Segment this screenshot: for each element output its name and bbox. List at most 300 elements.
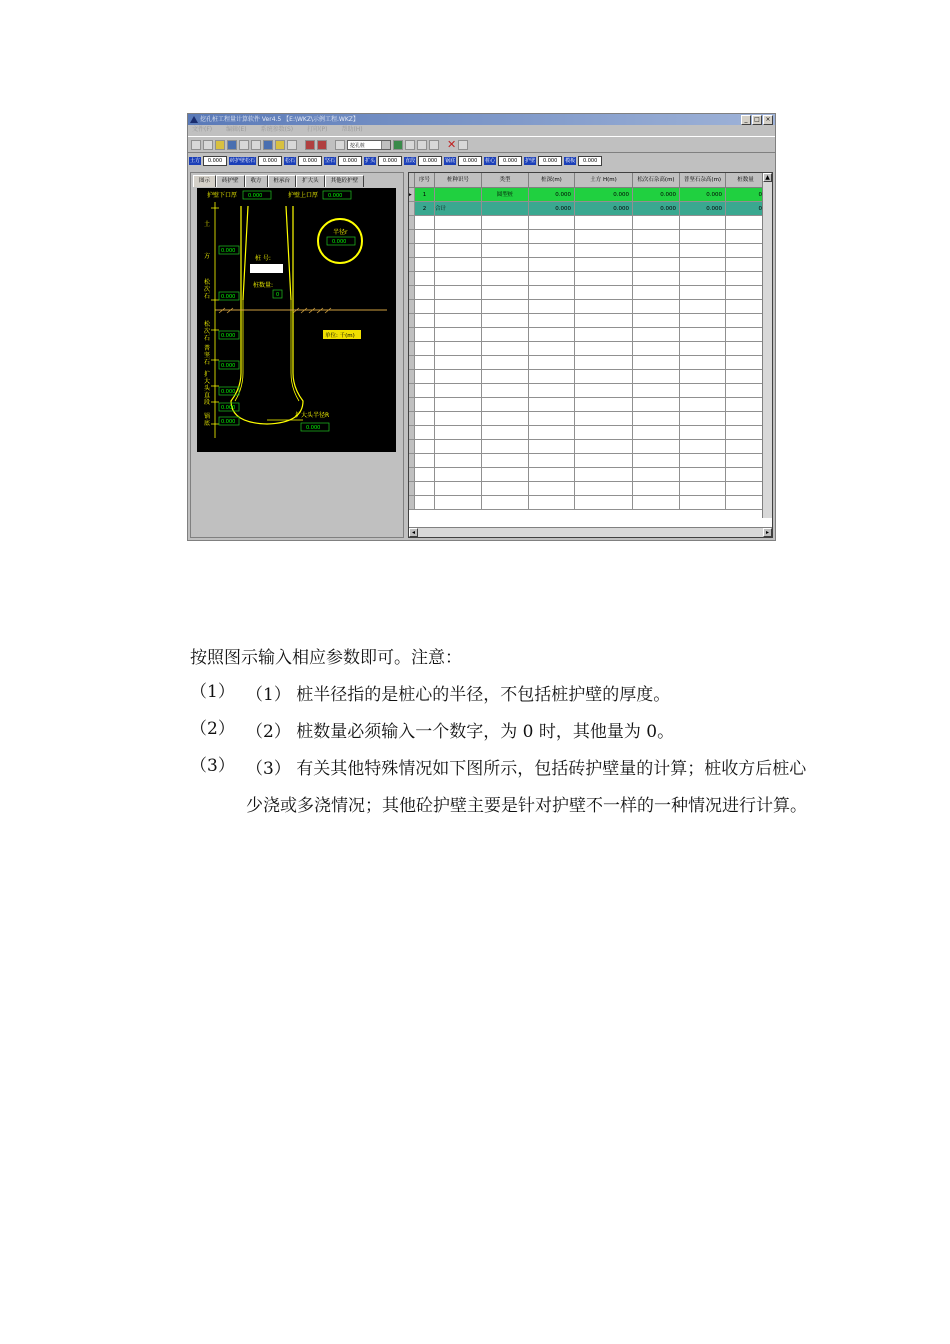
empty-cell[interactable]	[415, 272, 435, 286]
empty-cell[interactable]	[633, 216, 680, 230]
empty-cell[interactable]	[435, 244, 482, 258]
empty-cell[interactable]	[633, 412, 680, 426]
empty-cell[interactable]	[482, 426, 529, 440]
table-cell[interactable]: 0.000	[680, 202, 726, 216]
empty-cell[interactable]	[680, 216, 726, 230]
empty-cell[interactable]	[633, 244, 680, 258]
empty-cell[interactable]	[633, 272, 680, 286]
print-preview-icon[interactable]	[239, 140, 249, 150]
menu-print[interactable]: 打印(P)	[307, 126, 328, 133]
empty-cell[interactable]	[435, 216, 482, 230]
empty-cell[interactable]	[633, 356, 680, 370]
empty-table-row[interactable]	[409, 440, 766, 454]
empty-cell[interactable]	[680, 426, 726, 440]
empty-cell[interactable]	[435, 230, 482, 244]
table-cell[interactable]: 2	[415, 202, 435, 216]
menu-edit[interactable]: 编辑(E)	[226, 126, 247, 133]
empty-table-row[interactable]	[409, 482, 766, 496]
tab-enlarged-head[interactable]: 扩大头	[296, 175, 325, 187]
param-value[interactable]: 0.000	[338, 156, 362, 166]
empty-cell[interactable]	[680, 370, 726, 384]
param-value[interactable]: 0.000	[258, 156, 282, 166]
empty-cell[interactable]	[415, 230, 435, 244]
empty-table-row[interactable]	[409, 314, 766, 328]
scroll-left-icon[interactable]: ◂	[409, 528, 418, 537]
window-controls	[741, 115, 773, 125]
empty-cell[interactable]	[435, 412, 482, 426]
scroll-up-icon[interactable]: ▲	[763, 173, 772, 182]
param-value[interactable]: 0.000	[578, 156, 602, 166]
empty-cell[interactable]	[482, 230, 529, 244]
print-icon[interactable]	[251, 140, 261, 150]
empty-table-row[interactable]	[409, 356, 766, 370]
empty-cell[interactable]	[575, 370, 633, 384]
empty-cell[interactable]	[575, 412, 633, 426]
empty-cell[interactable]	[482, 384, 529, 398]
empty-cell[interactable]	[726, 412, 766, 426]
table-cell[interactable]: 合计	[435, 202, 482, 216]
side-value: 0.000	[221, 363, 236, 369]
empty-cell[interactable]	[435, 440, 482, 454]
close-button[interactable]: ×	[763, 115, 773, 125]
empty-cell[interactable]	[482, 314, 529, 328]
empty-table-row[interactable]	[409, 398, 766, 412]
maximize-button[interactable]: □	[752, 115, 762, 125]
empty-cell[interactable]	[435, 272, 482, 286]
empty-cell[interactable]	[482, 398, 529, 412]
empty-cell[interactable]	[726, 272, 766, 286]
empty-cell[interactable]	[575, 216, 633, 230]
empty-cell[interactable]	[575, 230, 633, 244]
empty-cell[interactable]	[435, 482, 482, 496]
delete-icon[interactable]: ✕	[447, 137, 457, 151]
empty-cell[interactable]	[435, 314, 482, 328]
empty-cell[interactable]	[680, 244, 726, 258]
empty-cell[interactable]	[575, 272, 633, 286]
empty-cell[interactable]	[633, 230, 680, 244]
empty-cell[interactable]	[680, 230, 726, 244]
empty-cell[interactable]	[680, 412, 726, 426]
empty-cell[interactable]	[482, 370, 529, 384]
empty-table-row[interactable]	[409, 426, 766, 440]
find-icon[interactable]	[417, 140, 427, 150]
empty-cell[interactable]	[415, 342, 435, 356]
table-cell[interactable]	[435, 188, 482, 202]
note-text	[246, 677, 810, 714]
side-value: 0.000	[221, 419, 236, 425]
empty-cell[interactable]	[680, 356, 726, 370]
empty-cell[interactable]	[415, 468, 435, 482]
empty-table-row[interactable]	[409, 384, 766, 398]
empty-cell[interactable]	[482, 300, 529, 314]
empty-cell[interactable]	[415, 440, 435, 454]
side-value: 0.000	[221, 248, 236, 254]
empty-cell[interactable]	[415, 356, 435, 370]
side-label: 石	[204, 359, 211, 366]
side-label: 段	[204, 399, 211, 406]
empty-cell[interactable]	[415, 398, 435, 412]
empty-cell[interactable]	[633, 496, 680, 510]
empty-cell[interactable]	[680, 384, 726, 398]
col-header[interactable]: 桩数量	[726, 173, 766, 188]
empty-cell[interactable]	[415, 314, 435, 328]
empty-cell[interactable]	[680, 440, 726, 454]
empty-cell[interactable]	[529, 342, 575, 356]
empty-cell[interactable]	[726, 258, 766, 272]
empty-cell[interactable]	[726, 286, 766, 300]
table-cell[interactable]: 1	[415, 188, 435, 202]
empty-table-row[interactable]	[409, 230, 766, 244]
empty-cell[interactable]	[435, 468, 482, 482]
empty-cell[interactable]	[482, 356, 529, 370]
empty-cell[interactable]	[633, 398, 680, 412]
empty-cell[interactable]	[726, 356, 766, 370]
side-label: 坚	[204, 352, 211, 359]
open-file-icon[interactable]	[203, 140, 213, 150]
side-label: 次	[204, 286, 211, 293]
empty-cell[interactable]	[633, 328, 680, 342]
tab-other-wall[interactable]: 其他砼护壁	[325, 175, 365, 187]
empty-cell[interactable]	[575, 496, 633, 510]
empty-cell[interactable]	[482, 328, 529, 342]
wall-bottom-thickness-label: 护壁下口厚	[207, 192, 238, 199]
param-value[interactable]: 0.000	[203, 156, 227, 166]
sort-icon[interactable]	[429, 140, 439, 150]
empty-cell[interactable]	[482, 412, 529, 426]
param-value[interactable]: 0.000	[538, 156, 562, 166]
empty-cell[interactable]	[633, 300, 680, 314]
insert-row-icon[interactable]	[393, 140, 403, 150]
empty-cell[interactable]	[415, 384, 435, 398]
empty-cell[interactable]	[680, 314, 726, 328]
empty-cell[interactable]	[529, 328, 575, 342]
empty-cell[interactable]	[726, 454, 766, 468]
table-row[interactable]	[409, 188, 766, 202]
empty-cell[interactable]	[415, 244, 435, 258]
empty-cell[interactable]	[435, 384, 482, 398]
edit-icon[interactable]	[405, 140, 415, 150]
col-header[interactable]: 桩种识号	[435, 173, 482, 188]
empty-cell[interactable]	[482, 286, 529, 300]
empty-cell[interactable]	[575, 314, 633, 328]
exit-icon[interactable]	[458, 140, 468, 150]
col-header[interactable]: 土方 H(m)	[575, 173, 633, 188]
side-label: 松	[204, 321, 211, 328]
empty-cell[interactable]	[529, 230, 575, 244]
empty-table-row[interactable]	[409, 286, 766, 300]
empty-cell[interactable]	[415, 370, 435, 384]
empty-table-row[interactable]	[409, 258, 766, 272]
empty-cell[interactable]	[435, 454, 482, 468]
note-subnumber: （1）	[246, 685, 291, 705]
empty-cell[interactable]	[726, 398, 766, 412]
empty-cell[interactable]	[435, 370, 482, 384]
empty-cell[interactable]	[575, 482, 633, 496]
table-row[interactable]	[409, 202, 766, 216]
empty-cell[interactable]	[415, 426, 435, 440]
table-cell[interactable]: 0.000	[633, 202, 680, 216]
empty-cell[interactable]	[529, 412, 575, 426]
horizontal-scrollbar[interactable]	[409, 527, 772, 537]
empty-cell[interactable]	[415, 216, 435, 230]
empty-cell[interactable]	[415, 258, 435, 272]
empty-cell[interactable]	[633, 426, 680, 440]
empty-cell[interactable]	[415, 454, 435, 468]
calculator-icon[interactable]	[287, 140, 297, 150]
empty-cell[interactable]	[529, 398, 575, 412]
empty-cell[interactable]	[529, 370, 575, 384]
param-label: 护壁	[525, 157, 536, 164]
diagram-panel	[190, 172, 404, 538]
menu-file[interactable]: 文件(F)	[192, 126, 213, 133]
menu-system-params[interactable]: 系统参数(S)	[260, 126, 294, 133]
side-label: 扩	[204, 371, 211, 378]
empty-cell[interactable]	[435, 258, 482, 272]
empty-table-row[interactable]	[409, 328, 766, 342]
tab-pile-cap[interactable]: 桩承台	[268, 175, 297, 187]
table-cell[interactable]: 0.000	[529, 202, 575, 216]
table-cell[interactable]: 0.000	[575, 188, 633, 202]
empty-cell[interactable]	[415, 496, 435, 510]
note-item	[190, 714, 810, 751]
pile-bell-inner	[235, 300, 299, 401]
empty-cell[interactable]	[633, 370, 680, 384]
empty-cell[interactable]	[680, 328, 726, 342]
side-label: 底	[204, 420, 211, 427]
empty-cell[interactable]	[726, 314, 766, 328]
empty-cell[interactable]	[482, 482, 529, 496]
empty-cell[interactable]	[529, 356, 575, 370]
empty-cell[interactable]	[680, 482, 726, 496]
empty-cell[interactable]	[575, 468, 633, 482]
param-label: 桩心	[485, 157, 496, 164]
empty-cell[interactable]	[726, 328, 766, 342]
pile-drawing	[197, 188, 396, 452]
param-value[interactable]: 0.000	[418, 156, 442, 166]
param-label: 坚石	[325, 157, 336, 164]
vertical-scrollbar[interactable]	[762, 173, 772, 518]
table-cell[interactable]: 圆型桩	[482, 188, 529, 202]
tab-survey[interactable]: 收方	[245, 175, 268, 187]
empty-cell[interactable]	[529, 244, 575, 258]
param-value[interactable]: 0.000	[498, 156, 522, 166]
export-icon[interactable]	[263, 140, 273, 150]
empty-cell[interactable]	[726, 482, 766, 496]
table-icon[interactable]	[305, 140, 315, 150]
empty-table-row[interactable]	[409, 244, 766, 258]
table-cell[interactable]: 0.000	[529, 188, 575, 202]
document-body	[190, 640, 810, 825]
empty-cell[interactable]	[529, 426, 575, 440]
unit-tag: 单位: 千(m)	[325, 333, 355, 339]
empty-cell[interactable]	[575, 356, 633, 370]
col-header[interactable]: 桩深(m)	[529, 173, 575, 188]
empty-cell[interactable]	[435, 398, 482, 412]
empty-cell[interactable]	[529, 482, 575, 496]
grid-header	[409, 173, 766, 188]
empty-cell[interactable]	[680, 258, 726, 272]
chart-icon[interactable]	[317, 140, 327, 150]
software-screenshot	[187, 113, 776, 541]
empty-table-row[interactable]	[409, 370, 766, 384]
table-cell[interactable]: 0	[726, 188, 766, 202]
empty-cell[interactable]	[680, 496, 726, 510]
param-value[interactable]: 0.000	[298, 156, 322, 166]
empty-cell[interactable]	[633, 286, 680, 300]
empty-cell[interactable]	[633, 468, 680, 482]
toolbar	[188, 136, 775, 153]
empty-cell[interactable]	[415, 412, 435, 426]
param-label: 直段	[405, 157, 416, 164]
table-cell[interactable]: 0.000	[575, 202, 633, 216]
empty-cell[interactable]	[633, 454, 680, 468]
minimize-button[interactable]: _	[741, 115, 751, 125]
empty-cell[interactable]	[575, 384, 633, 398]
tab-brick-wall[interactable]: 砖护壁	[216, 175, 245, 187]
table-cell[interactable]: 0.000	[633, 188, 680, 202]
pile-type-select[interactable]: 挖孔桩	[347, 140, 391, 150]
empty-cell[interactable]	[482, 440, 529, 454]
empty-cell[interactable]	[435, 300, 482, 314]
empty-cell[interactable]	[529, 300, 575, 314]
param-label: 锅底	[445, 157, 456, 164]
param-label: 模板	[565, 157, 576, 164]
col-header[interactable]: 松次石杂高(m)	[633, 173, 680, 188]
col-header[interactable]: 类型	[482, 173, 529, 188]
empty-cell[interactable]	[529, 440, 575, 454]
empty-cell[interactable]	[529, 384, 575, 398]
empty-table-row[interactable]	[409, 300, 766, 314]
empty-cell[interactable]	[680, 398, 726, 412]
empty-cell[interactable]	[482, 342, 529, 356]
empty-cell[interactable]	[415, 482, 435, 496]
empty-cell[interactable]	[435, 286, 482, 300]
param-value[interactable]: 0.000	[378, 156, 402, 166]
empty-cell[interactable]	[726, 244, 766, 258]
empty-cell[interactable]	[482, 272, 529, 286]
toolbar-separator	[299, 140, 303, 150]
empty-cell[interactable]	[633, 258, 680, 272]
empty-cell[interactable]	[726, 342, 766, 356]
empty-table-row[interactable]	[409, 468, 766, 482]
empty-cell[interactable]	[529, 272, 575, 286]
empty-cell[interactable]	[575, 342, 633, 356]
note-content: 桩半径指的是桩心的半径，不包括桩护壁的厚度。	[296, 685, 671, 705]
empty-cell[interactable]	[726, 440, 766, 454]
empty-cell[interactable]	[575, 398, 633, 412]
empty-cell[interactable]	[575, 286, 633, 300]
empty-cell[interactable]	[435, 356, 482, 370]
empty-cell[interactable]	[529, 454, 575, 468]
empty-cell[interactable]	[529, 496, 575, 510]
note-number: （1）	[190, 682, 235, 702]
empty-cell[interactable]	[633, 482, 680, 496]
scroll-right-icon[interactable]: ▸	[763, 528, 772, 537]
empty-cell[interactable]	[415, 300, 435, 314]
empty-cell[interactable]	[482, 244, 529, 258]
empty-cell[interactable]	[435, 328, 482, 342]
empty-cell[interactable]	[726, 426, 766, 440]
empty-cell[interactable]	[726, 230, 766, 244]
new-file-icon[interactable]	[191, 140, 201, 150]
empty-cell[interactable]	[482, 454, 529, 468]
empty-cell[interactable]	[575, 454, 633, 468]
param-value[interactable]: 0.000	[458, 156, 482, 166]
empty-cell[interactable]	[529, 314, 575, 328]
side-value: 0.000	[221, 405, 236, 411]
empty-cell[interactable]	[680, 300, 726, 314]
menu-help[interactable]: 帮助(H)	[341, 126, 363, 133]
col-header[interactable]: 普坚石杂高(m)	[680, 173, 726, 188]
empty-cell[interactable]	[529, 258, 575, 272]
pile-type-icon	[335, 140, 345, 150]
empty-cell[interactable]	[633, 342, 680, 356]
empty-cell[interactable]	[726, 370, 766, 384]
table-cell[interactable]	[482, 202, 529, 216]
empty-cell[interactable]	[726, 300, 766, 314]
open-folder-icon[interactable]	[215, 140, 225, 150]
table-cell[interactable]: 0.000	[680, 188, 726, 202]
empty-cell[interactable]	[575, 426, 633, 440]
empty-cell[interactable]	[726, 496, 766, 510]
empty-table-row[interactable]	[409, 272, 766, 286]
empty-cell[interactable]	[482, 496, 529, 510]
empty-cell[interactable]	[680, 286, 726, 300]
empty-cell[interactable]	[529, 216, 575, 230]
empty-cell[interactable]	[435, 342, 482, 356]
empty-table-row[interactable]	[409, 412, 766, 426]
col-header[interactable]: 序号	[415, 173, 435, 188]
empty-cell[interactable]	[680, 454, 726, 468]
empty-cell[interactable]	[482, 468, 529, 482]
empty-table-row[interactable]	[409, 342, 766, 356]
empty-cell[interactable]	[529, 468, 575, 482]
empty-cell[interactable]	[680, 342, 726, 356]
tab-diagram[interactable]: 图示	[193, 175, 216, 187]
empty-cell[interactable]	[726, 216, 766, 230]
empty-cell[interactable]	[726, 468, 766, 482]
empty-cell[interactable]	[415, 328, 435, 342]
empty-table-row[interactable]	[409, 496, 766, 510]
empty-cell[interactable]	[633, 314, 680, 328]
help-icon[interactable]	[275, 140, 285, 150]
pile-count-label: 桩数量:	[253, 282, 274, 289]
empty-cell[interactable]	[633, 384, 680, 398]
note-item	[190, 677, 810, 714]
empty-cell[interactable]	[575, 258, 633, 272]
empty-cell[interactable]	[575, 328, 633, 342]
empty-cell[interactable]	[529, 286, 575, 300]
empty-table-row[interactable]	[409, 454, 766, 468]
empty-cell[interactable]	[575, 300, 633, 314]
empty-cell[interactable]	[726, 384, 766, 398]
pile-no-input	[250, 264, 283, 273]
empty-cell[interactable]	[680, 468, 726, 482]
empty-cell[interactable]	[633, 440, 680, 454]
empty-table-row[interactable]	[409, 216, 766, 230]
empty-cell[interactable]	[435, 426, 482, 440]
empty-cell[interactable]	[575, 440, 633, 454]
table-cell[interactable]: 0	[726, 202, 766, 216]
empty-cell[interactable]	[482, 258, 529, 272]
empty-cell[interactable]	[482, 216, 529, 230]
empty-cell[interactable]	[415, 286, 435, 300]
empty-cell[interactable]	[575, 244, 633, 258]
empty-cell[interactable]	[680, 272, 726, 286]
empty-cell[interactable]	[435, 496, 482, 510]
note-text	[246, 714, 810, 751]
save-icon[interactable]	[227, 140, 237, 150]
